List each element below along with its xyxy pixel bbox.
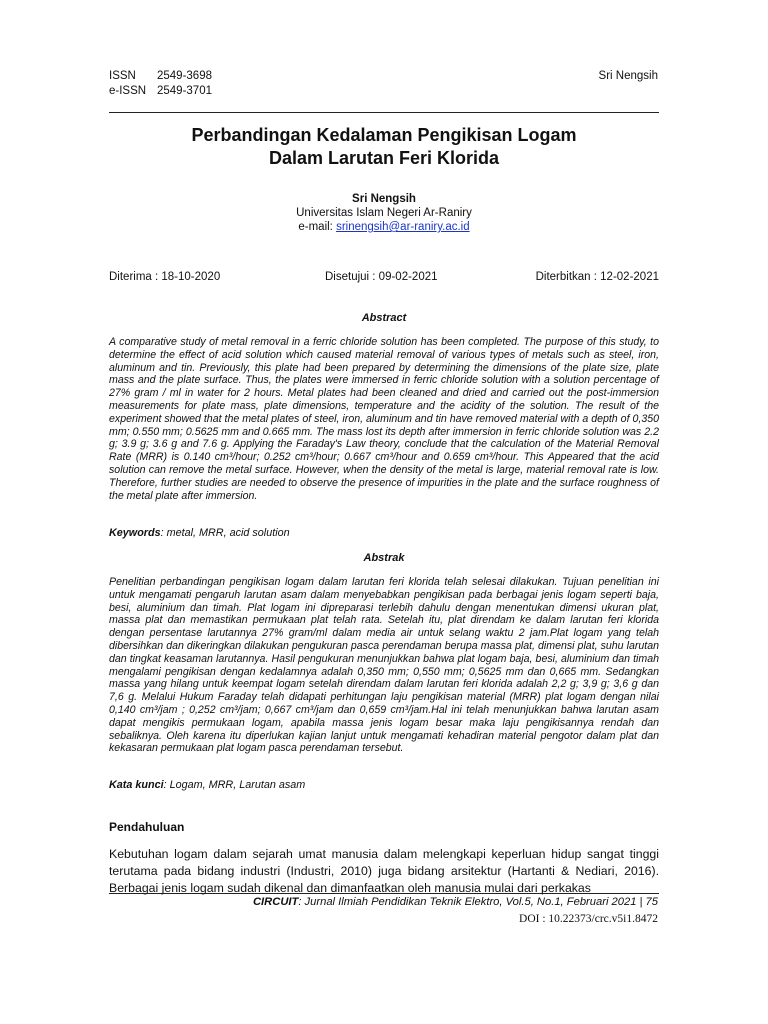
issn-block (109, 69, 212, 98)
footer-citation (253, 896, 658, 908)
footer-rule (109, 893, 659, 894)
intro-heading: Pendahuluan (109, 820, 185, 834)
abstract-text: A comparative study of metal removal in a ferric chloride solution has been completed. The purpose of this study, to determine the effect of acid solution which caused material removal of various types of metals such as steel, iron, aluminum and tin. Previously, this plate had been prepared by determining the dimensions of the plate size, plate mass and the plate surface. Thus, the plates were immersed in ferric chloride solution with a solution percentage of 27% gram / ml in water for 2 hours. Metal plates had been cleaned and dried and carried out the post-immersion measurements for plate mass, plate dimensions, temperature and the acidity of the solution. The result of the experiment showed that the metal plates of steel, iron, aluminum and tin have removed material with a depth of 0,350 mm; 0.550 mm; 0.5625 mm and 0.665 mm. The mass lost its depth after immersion in ferric chloride solution was 2.2 g; 3.9 g; 3.6 g and 7.6 g. Applying the Faraday's Law theory, conclude that the calculation of the Material Removal Rate (MRR) is 0.140 cm³/hour; 0.252 cm³/hour; 0.667 cm³/hour and 0.659 cm³/hour. This Appeared that the acid solution can remove the metal surface. However, when the density of the metal is large, material removal rate is low. Therefore, further studies are needed to observe the presence of impurities in the plate and the surface roughness of the metal plate after immersion. (109, 336, 659, 502)
author-email-line (0, 220, 768, 234)
eissn-value: 2549-3701 (157, 84, 212, 97)
kata-kunci-label: Kata kunci (109, 779, 164, 791)
eissn-label: e-ISSN (109, 84, 147, 97)
abstract-heading: Abstract (361, 312, 407, 324)
kata-kunci-value: : Logam, MRR, Larutan asam (163, 779, 306, 791)
abstrak-heading: Abstrak (363, 552, 405, 564)
author-affiliation: Universitas Islam Negeri Ar-Raniry (296, 207, 472, 219)
author-block (0, 192, 768, 234)
paper-title (0, 124, 768, 170)
keywords-label: Keywords (109, 527, 161, 539)
keywords-value: : metal, MRR, acid solution (160, 527, 290, 539)
received-date: Diterima : 18-10-2020 (109, 271, 221, 283)
header-rule (109, 112, 659, 113)
abstrak-text: Penelitian perbandingan pengikisan logam dalam larutan feri klorida telah selesai dilakukan. Tujuan penelitian ini untuk mengamati pengaruh larutan asam dalam menyebabkan pengikisan pada berbagai jenis logam seperti baja, besi, aluminium dan timah. Plat logam ini dipreparasi terlebih dahulu dengan menentukan dimensi ukuran plat, massa plat dan memastikan permukaan plat telah rata. Setelah itu, plat direndam ke dalam larutan feri klorida dengan persentase larutannya 27% gram/ml dalam media air untuk selang waktu 2 jam.Plat logam yang telah dibersihkan dan dikeringkan dilakukan pengukuran pasca perendaman berupa massa plat, dimensi plat, suhu larutan dan tingkat keasaman larutannya. Hasil pengukuran menunjukkan bahwa plat logam baja, besi, aluminium dan timah mengalami pengikisan dengan kedalamnya adalah 0,350 mm; 0,550 mm; 0,5625 mm dan 0,665 mm. Sedangkan massa yang hilang untuk keempat logam setelah direndam dalam larutan feri klorida adalah 2,2 g; 3,9 g; 3,6 g dan 7,6 g. Melalui Hukum Faraday telah didapati perhitungan laju pengikisan material (MRR) plat logam dengan nilai 0,140 cm³/jam ; 0,252 cm³/jam; 0,667 cm³/jam dan 0,659 cm³/jam.Hal ini telah menunjukkan bahwa larutan asam dapat mengikis permukaan logam, apabila massa jenis logam besar maka laju pengikisannya rendah dan sebaliknya. Oleh karena itu diperlukan kajian lanjut untuk mengamati kehadiran material pengotor dalam plat dan kekasaran permukaan plat logam pasca perendaman tersebut. (109, 576, 659, 755)
author-name: Sri Nengsih (352, 193, 416, 205)
issn-value: 2549-3698 (157, 70, 212, 82)
kata-kunci-line (109, 779, 659, 791)
issn-label: ISSN (109, 70, 136, 82)
approved-date: Disetujui : 09-02-2021 (325, 271, 438, 283)
email-prefix: e-mail: (298, 221, 337, 233)
title-line-2: Dalam Larutan Feri Klorida (268, 148, 500, 168)
intro-text: Kebutuhan logam dalam sejarah umat manusia dalam melengkapi keperluan hidup sangat tinggi terutama pada bidang industri (Industri, 2010) juga bidang arsitektur (Hartanti & Nediari, 2016). Berbagai jenis logam sudah dikenal dan dimanfaatkan oleh manusia mulai dari perkakas (109, 847, 659, 895)
title-line-1: Perbandingan Kedalaman Pengikisan Logam (191, 125, 577, 145)
keywords-line (109, 527, 659, 539)
doi-text: DOI : 10.22373/crc.v5i1.8472 (519, 913, 658, 925)
journal-name: CIRCUIT (252, 896, 299, 908)
published-date: Diterbitkan : 12-02-2021 (535, 271, 659, 283)
running-author: Sri Nengsih (598, 70, 658, 82)
author-email-link[interactable]: srinengsih@ar-raniry.ac.id (336, 221, 470, 233)
citation-text: : Jurnal Ilmiah Pendidikan Teknik Elektro, Vol.5, No.1, Februari 2021 | 75 (298, 896, 658, 908)
